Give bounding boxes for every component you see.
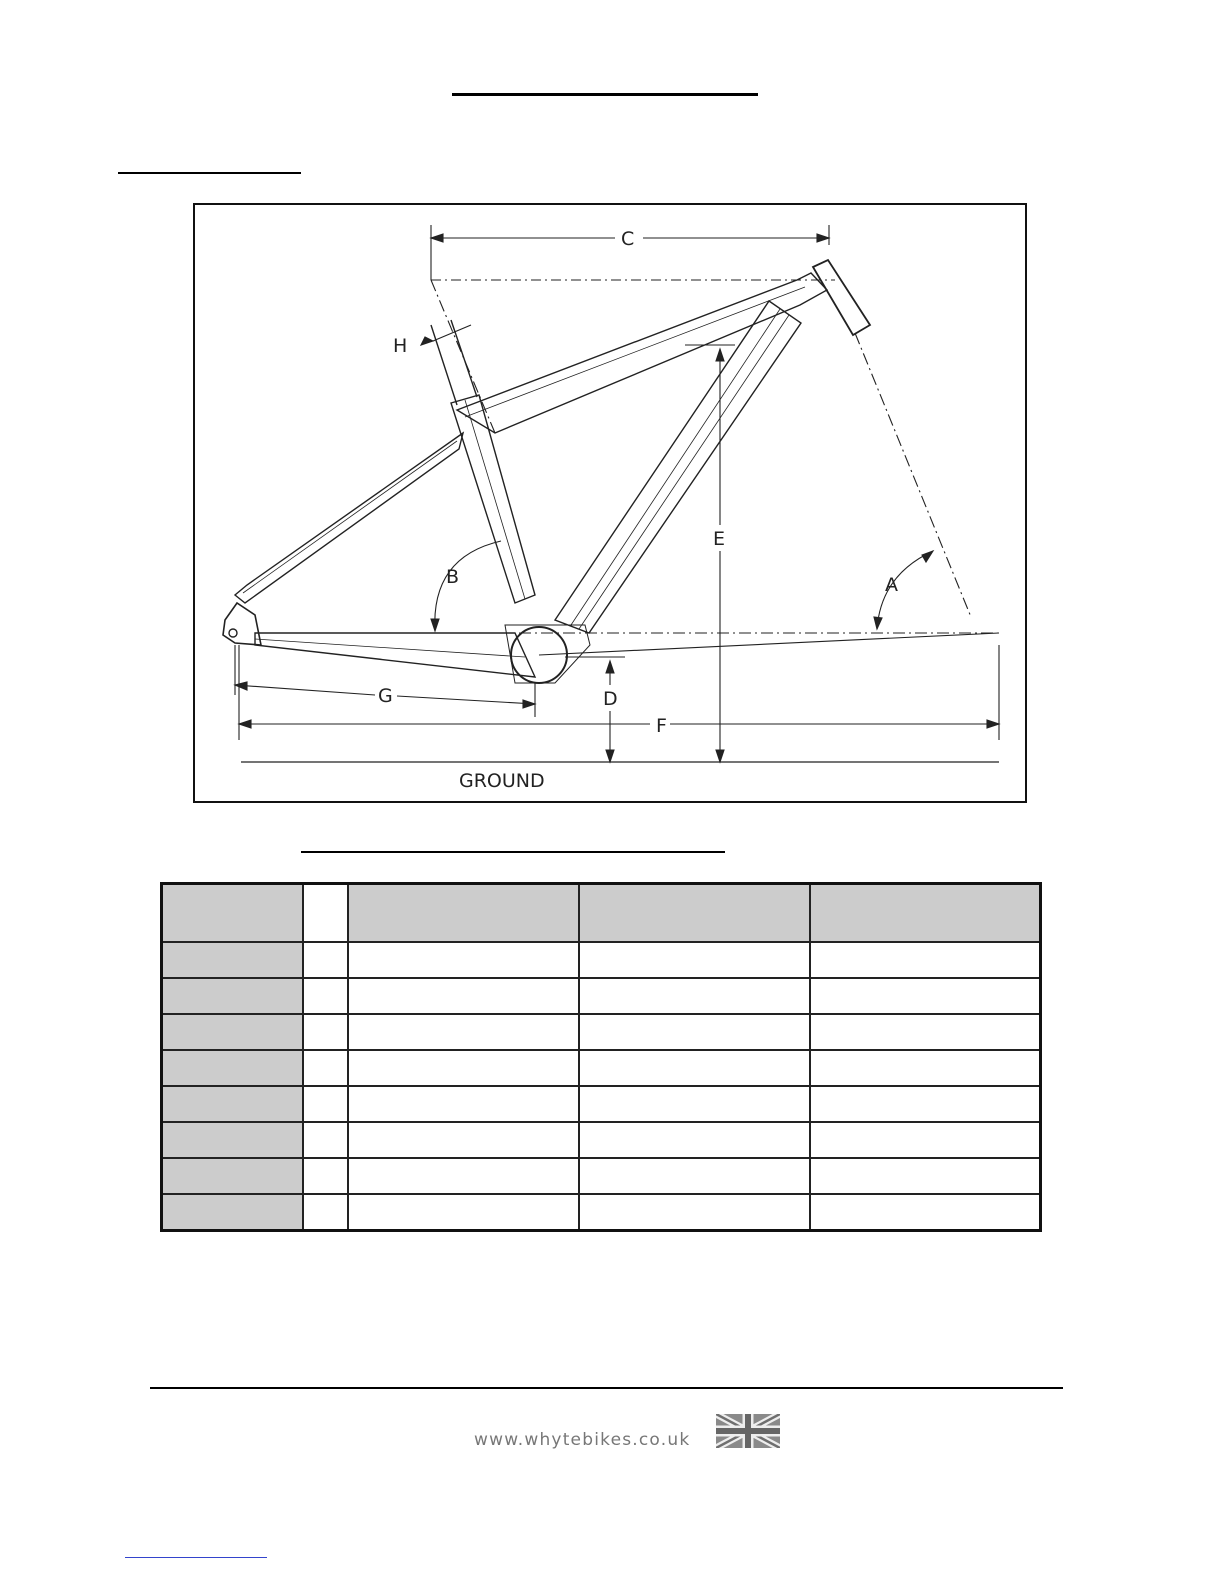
table-cell [348, 978, 579, 1014]
row-header-cell [162, 1014, 303, 1050]
table-cell [303, 1014, 348, 1050]
head-tube [813, 260, 870, 335]
dimension-label-d: D [603, 688, 618, 710]
table-cell [579, 1194, 810, 1231]
table-cell [348, 1122, 579, 1158]
table-cell [579, 1122, 810, 1158]
table-row [162, 1194, 1041, 1231]
table-heading-underline [301, 851, 725, 853]
table-row [162, 978, 1041, 1014]
header-cell [579, 884, 810, 943]
dimension-label-a: A [885, 574, 898, 596]
table-cell [303, 1086, 348, 1122]
table-cell [579, 978, 810, 1014]
row-header-cell [162, 1086, 303, 1122]
row-header-cell [162, 1194, 303, 1231]
table-cell [810, 1194, 1041, 1231]
bike-frame-drawing [195, 205, 1029, 805]
table-cell [810, 1086, 1041, 1122]
table-cell [579, 1086, 810, 1122]
table-cell [303, 978, 348, 1014]
seat-tube [451, 395, 535, 603]
table-row [162, 1158, 1041, 1194]
table-row [162, 1086, 1041, 1122]
section-heading-underline [118, 172, 301, 174]
table-cell [579, 1050, 810, 1086]
table-cell [810, 1014, 1041, 1050]
table-row [162, 942, 1041, 978]
header-cell [348, 884, 579, 943]
dimension-label-b: B [446, 566, 460, 588]
table-cell [303, 1122, 348, 1158]
footer-divider [150, 1387, 1063, 1389]
row-header-cell [162, 1158, 303, 1194]
down-tube [555, 301, 801, 633]
table-cell [810, 978, 1041, 1014]
header-cell [162, 884, 303, 943]
table-cell [810, 1050, 1041, 1086]
table-cell [810, 1158, 1041, 1194]
table-cell [303, 1158, 348, 1194]
dimension-label-h: H [393, 335, 408, 357]
row-header-cell [162, 978, 303, 1014]
table-row [162, 1122, 1041, 1158]
table-cell [303, 1194, 348, 1231]
table-cell [348, 1158, 579, 1194]
table-cell [348, 942, 579, 978]
header-cell [810, 884, 1041, 943]
dimension-label-c: C [621, 228, 635, 250]
table-cell [810, 1122, 1041, 1158]
table-cell [579, 942, 810, 978]
table-cell [348, 1194, 579, 1231]
dimension-label-g: G [378, 685, 393, 707]
title-underline [452, 93, 758, 96]
footer-website: www.whytebikes.co.uk [474, 1430, 691, 1450]
dimension-label-e: E [713, 528, 726, 550]
table-cell [303, 1050, 348, 1086]
table-row [162, 1014, 1041, 1050]
table-cell [579, 1158, 810, 1194]
dimension-label-f: F [656, 715, 667, 737]
union-jack-icon [716, 1414, 780, 1448]
table-cell [810, 942, 1041, 978]
geometry-table [160, 882, 1042, 1232]
table-cell [348, 1050, 579, 1086]
table-cell [348, 1086, 579, 1122]
table-cell [579, 1014, 810, 1050]
header-cell [303, 884, 348, 943]
frame-geometry-diagram [193, 203, 1027, 803]
table-header-row [162, 884, 1041, 943]
row-header-cell [162, 942, 303, 978]
row-header-cell [162, 1050, 303, 1086]
row-header-cell [162, 1122, 303, 1158]
bottom-link-underline [125, 1557, 267, 1558]
table-cell [348, 1014, 579, 1050]
table-row [162, 1050, 1041, 1086]
top-tube [457, 273, 827, 433]
table-cell [303, 942, 348, 978]
ground-label: GROUND [459, 770, 545, 792]
